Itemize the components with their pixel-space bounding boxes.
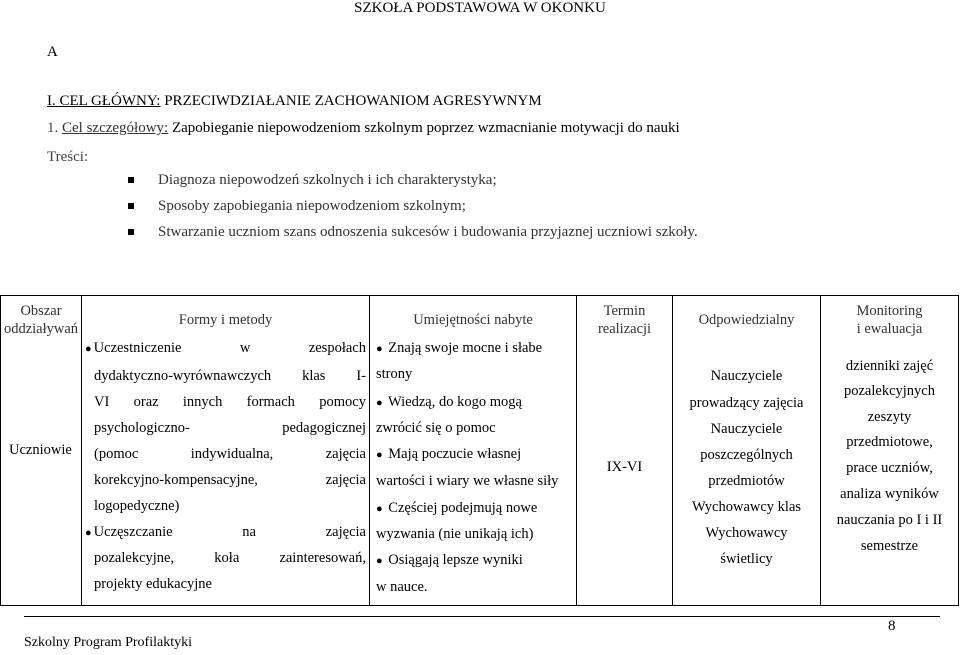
footer-divider (24, 616, 940, 617)
formy-line: ● Uczęszczanie na zajęcia (85, 524, 366, 540)
bullet-icon: ● (376, 449, 383, 461)
footer-program: Szkolny Program Profilaktyki (24, 635, 192, 650)
header-umiejetnosci: Umiejętności nabyte (413, 312, 533, 328)
specific-goal (47, 120, 680, 137)
responsible-line: przedmiotów (708, 473, 785, 489)
formy-line: korekcyjno-kompensacyjne, zajęcia (94, 472, 366, 488)
bullet-icon: ● (376, 503, 383, 515)
specific-goal-text: Zapobieganie niepowodzeniom szkolnym poprzez wzmacnianie motywacji do nauki (168, 120, 680, 136)
termin-value: IX-VI (606, 459, 643, 475)
formy-line: ● Uczestniczenie w zespołach (85, 340, 366, 356)
specific-goal-label: Cel szczegółowy: (62, 120, 169, 136)
responsible-line: Nauczyciele (710, 421, 783, 437)
square-bullet-icon (128, 229, 134, 235)
header-termin-2: realizacji (597, 321, 652, 337)
formy-line: psychologiczno- pedagogicznej (94, 420, 366, 436)
school-header: SZKOŁA PODSTAWOWA W OKONKU (354, 0, 606, 16)
responsible-line: Wychowawcy klas (691, 499, 802, 515)
skill-line: ● Częściej podejmują nowe (376, 500, 538, 516)
bullet-icon: ● (376, 343, 383, 355)
monitoring-line: analiza wyników (840, 486, 939, 502)
monitoring-line: przedmiotowe, (846, 434, 933, 450)
header-termin: Termin (603, 303, 646, 319)
tresci-label: Treści: (47, 149, 89, 165)
formy-line: VI oraz innych formach pomocy (94, 394, 366, 410)
program-table (0, 295, 959, 606)
monitoring-line: zeszyty (867, 409, 912, 425)
content-bullet-item: Diagnoza niepowodzeń szkolnych i ich charakterystyka; (128, 172, 497, 189)
specific-goal-prefix: 1. (47, 120, 62, 136)
content-bullet-item: Stwarzanie uczniom szans odnoszenia sukcesów i budowania przyjaznej uczniowi szkoły. (128, 224, 698, 241)
header-formy: Formy i metody (178, 312, 273, 328)
responsible-line: Wychowawcy (705, 525, 788, 541)
square-bullet-icon (128, 203, 134, 209)
content-bullet-item: Sposoby zapobiegania niepowodzeniom szkolnym; (128, 198, 466, 215)
bullet-icon: ● (85, 343, 92, 355)
skill-line: ● Znają swoje mocne i słabe (376, 340, 543, 356)
cell-monitoring (821, 296, 959, 606)
header-obszar-2: oddziaływań (3, 321, 79, 337)
header-obszar: Obszar (20, 303, 62, 319)
main-goal (47, 93, 542, 110)
cell-umiejetnosci (370, 296, 577, 606)
formy-line: (pomoc indywidualna, zajęcia (94, 446, 366, 462)
main-goal-text: PRZECIWDZIAŁANIE ZACHOWANIOM AGRESYWNYM (160, 93, 542, 109)
skill-line: w nauce. (376, 579, 428, 595)
responsible-line: poszczególnych (700, 447, 793, 463)
cell-formy (82, 296, 370, 606)
cell-odpowiedzialny (673, 296, 821, 606)
monitoring-line: semestrze (860, 538, 919, 554)
header-monitoring: Monitoring (856, 303, 923, 319)
header-odpowiedzialny: Odpowiedzialny (698, 312, 795, 328)
monitoring-line: dzienniki zajęć (845, 358, 934, 374)
formy-line: projekty edukacyjne (94, 576, 212, 592)
bullet-icon: ● (376, 397, 383, 409)
bullet-icon: ● (85, 527, 92, 539)
cell-termin (577, 296, 673, 606)
skill-line: wyzwania (nie unikają ich) (376, 526, 534, 542)
responsible-line: Nauczyciele (710, 368, 783, 384)
section-letter: A (47, 44, 58, 60)
bullet-icon: ● (376, 555, 383, 567)
main-goal-label: I. CEL GŁÓWNY: (47, 93, 161, 109)
formy-line: logopedyczne) (94, 498, 180, 514)
cell-obszar (1, 296, 82, 606)
skill-line: ● Osiągają lepsze wyniki (376, 552, 523, 568)
responsible-line: świetlicy (720, 551, 773, 567)
skill-line: strony (376, 366, 413, 382)
formy-line: dydaktyczno-wyrównawczych klas I- (94, 368, 366, 384)
monitoring-line: prace uczniów, (846, 460, 933, 476)
skill-line: ● Wiedzą, do kogo mogą (376, 394, 522, 410)
page-number: 8 (888, 618, 896, 634)
header-monitoring-2: i ewaluacja (856, 321, 923, 337)
skill-line: ● Mają poczucie własnej (376, 446, 522, 462)
obszar-value: Uczniowie (9, 442, 72, 458)
skill-line: zwrócić się o pomoc (376, 420, 496, 436)
responsible-line: prowadzący zajęcia (689, 395, 804, 411)
skill-line: wartości i wiary we własne siły (376, 473, 559, 489)
formy-line: pozalekcyjne, koła zainteresowań, (94, 550, 366, 566)
square-bullet-icon (128, 177, 134, 183)
monitoring-line: pozalekcyjnych (844, 383, 935, 399)
monitoring-line: nauczania po I i II (836, 512, 943, 528)
